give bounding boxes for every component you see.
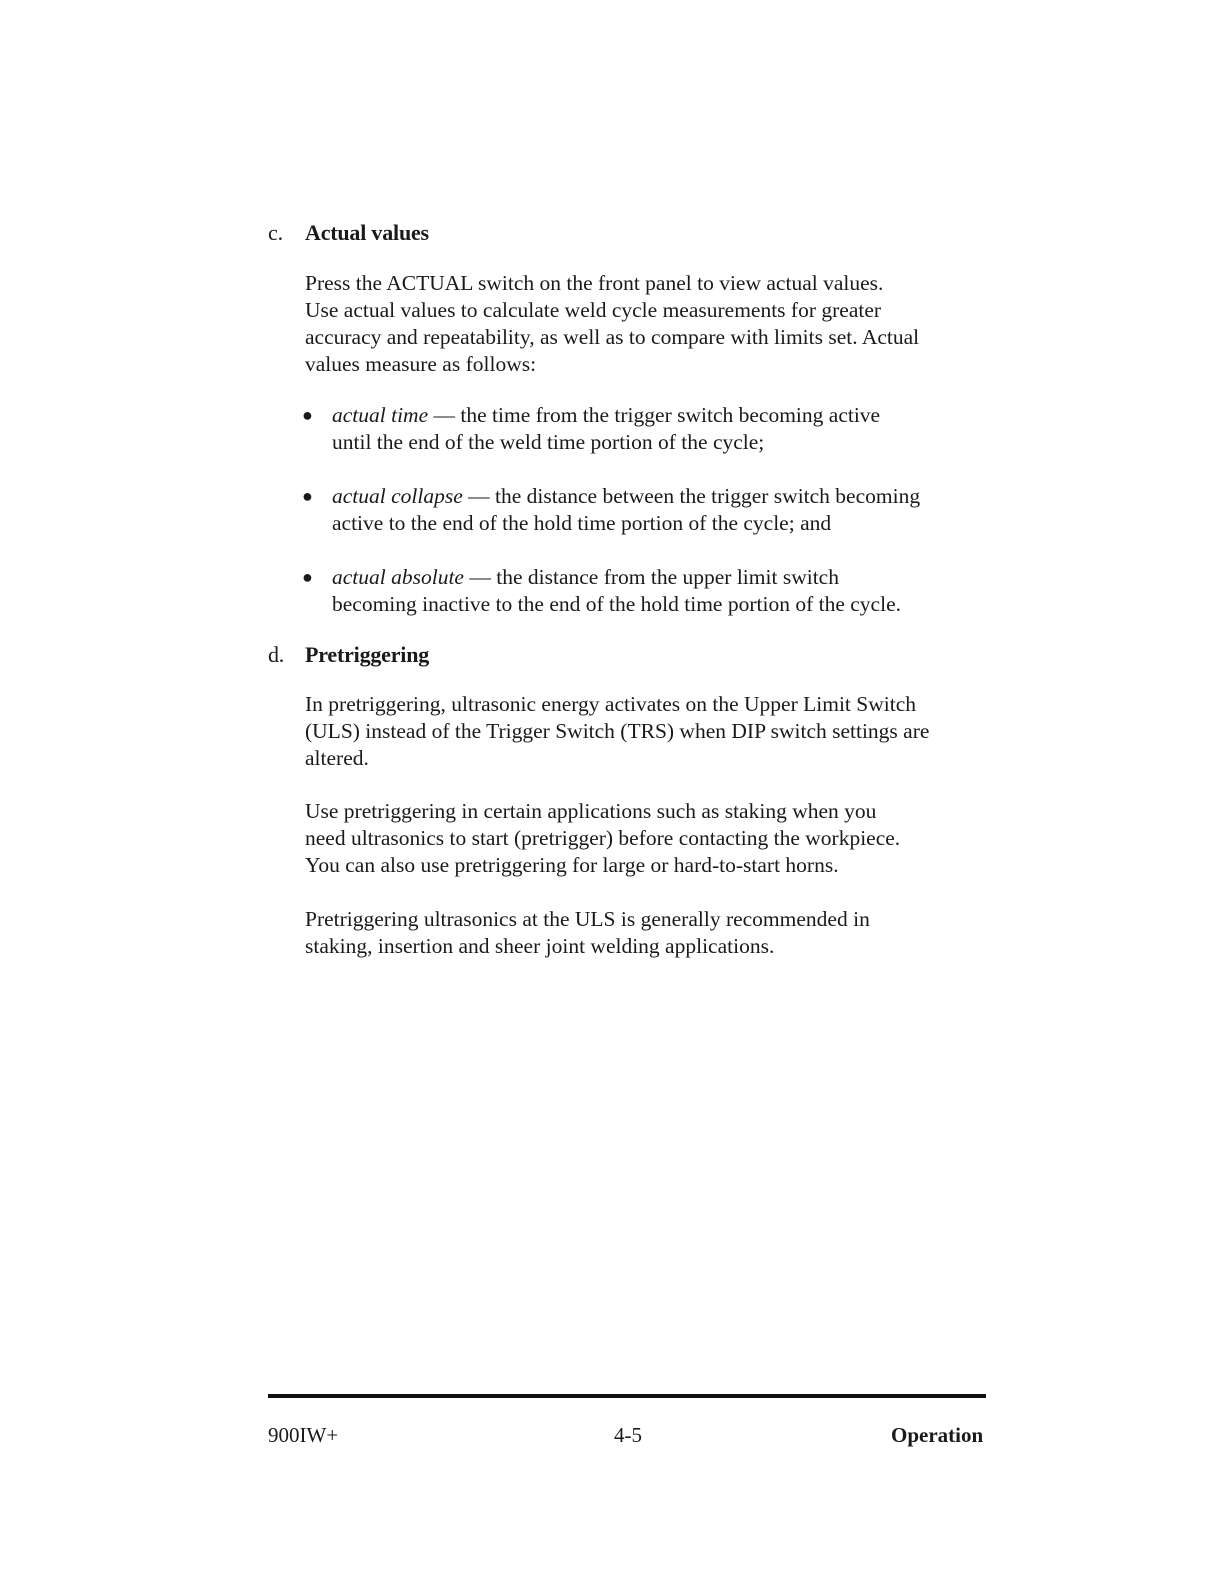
paragraph-line: staking, insertion and sheer joint welding applications. bbox=[305, 934, 775, 958]
footer-model: 900IW+ bbox=[268, 1423, 339, 1447]
bullet-term: actual time bbox=[332, 403, 429, 427]
pretriggering-paragraph-1 bbox=[305, 691, 995, 772]
bullet-dot-icon: ● bbox=[302, 405, 313, 425]
section-d-title: Pretriggering bbox=[305, 642, 430, 667]
bullet-term: actual absolute bbox=[332, 565, 464, 589]
paragraph-line: (ULS) instead of the Trigger Switch (TRS) when DIP switch settings are bbox=[305, 719, 930, 743]
footer-chapter: Operation bbox=[891, 1423, 984, 1447]
intro-line: Use actual values to calculate weld cycle measurements for greater bbox=[305, 298, 882, 322]
intro-line: accuracy and repeatability, as well as to compare with limits set. Actual bbox=[305, 325, 920, 349]
bullet-definition-line2: active to the end of the hold time portion of the cycle; and bbox=[332, 511, 832, 535]
footer-page-number: 4-5 bbox=[614, 1423, 642, 1447]
paragraph-line: You can also use pretriggering for large or hard-to-start horns. bbox=[305, 853, 839, 877]
bullet-dot-icon: ● bbox=[302, 567, 313, 587]
pretriggering-paragraph-2 bbox=[305, 798, 995, 879]
bullet-dot-icon: ● bbox=[302, 486, 313, 506]
bullet-definition: — the distance from the upper limit switch bbox=[469, 565, 839, 589]
section-c-title: Actual values bbox=[305, 220, 429, 245]
actual-values-intro bbox=[305, 270, 995, 378]
section-c-letter: c. bbox=[268, 220, 283, 245]
footer-divider bbox=[268, 1394, 986, 1398]
paragraph-line: Use pretriggering in certain applications such as staking when you bbox=[305, 799, 877, 823]
section-d-letter: d. bbox=[268, 642, 285, 667]
paragraph-line: Pretriggering ultrasonics at the ULS is generally recommended in bbox=[305, 907, 870, 931]
intro-line: Press the ACTUAL switch on the front panel to view actual values. bbox=[305, 271, 884, 295]
bullet-definition-line2: becoming inactive to the end of the hold time portion of the cycle. bbox=[332, 592, 901, 616]
intro-line: values measure as follows: bbox=[305, 352, 537, 376]
section-c-heading bbox=[268, 220, 429, 246]
pretriggering-paragraph-3 bbox=[305, 906, 995, 960]
bullet-definition: — the time from the trigger switch becoming active bbox=[433, 403, 881, 427]
paragraph-line: altered. bbox=[305, 746, 369, 770]
bullet-term: actual collapse bbox=[332, 484, 463, 508]
section-d-heading bbox=[268, 642, 429, 668]
bullet-definition: — the distance between the trigger switch becoming bbox=[468, 484, 921, 508]
paragraph-line: need ultrasonics to start (pretrigger) before contacting the workpiece. bbox=[305, 826, 901, 850]
paragraph-line: In pretriggering, ultrasonic energy activates on the Upper Limit Switch bbox=[305, 692, 916, 716]
bullet-definition-line2: until the end of the weld time portion of the cycle; bbox=[332, 430, 765, 454]
